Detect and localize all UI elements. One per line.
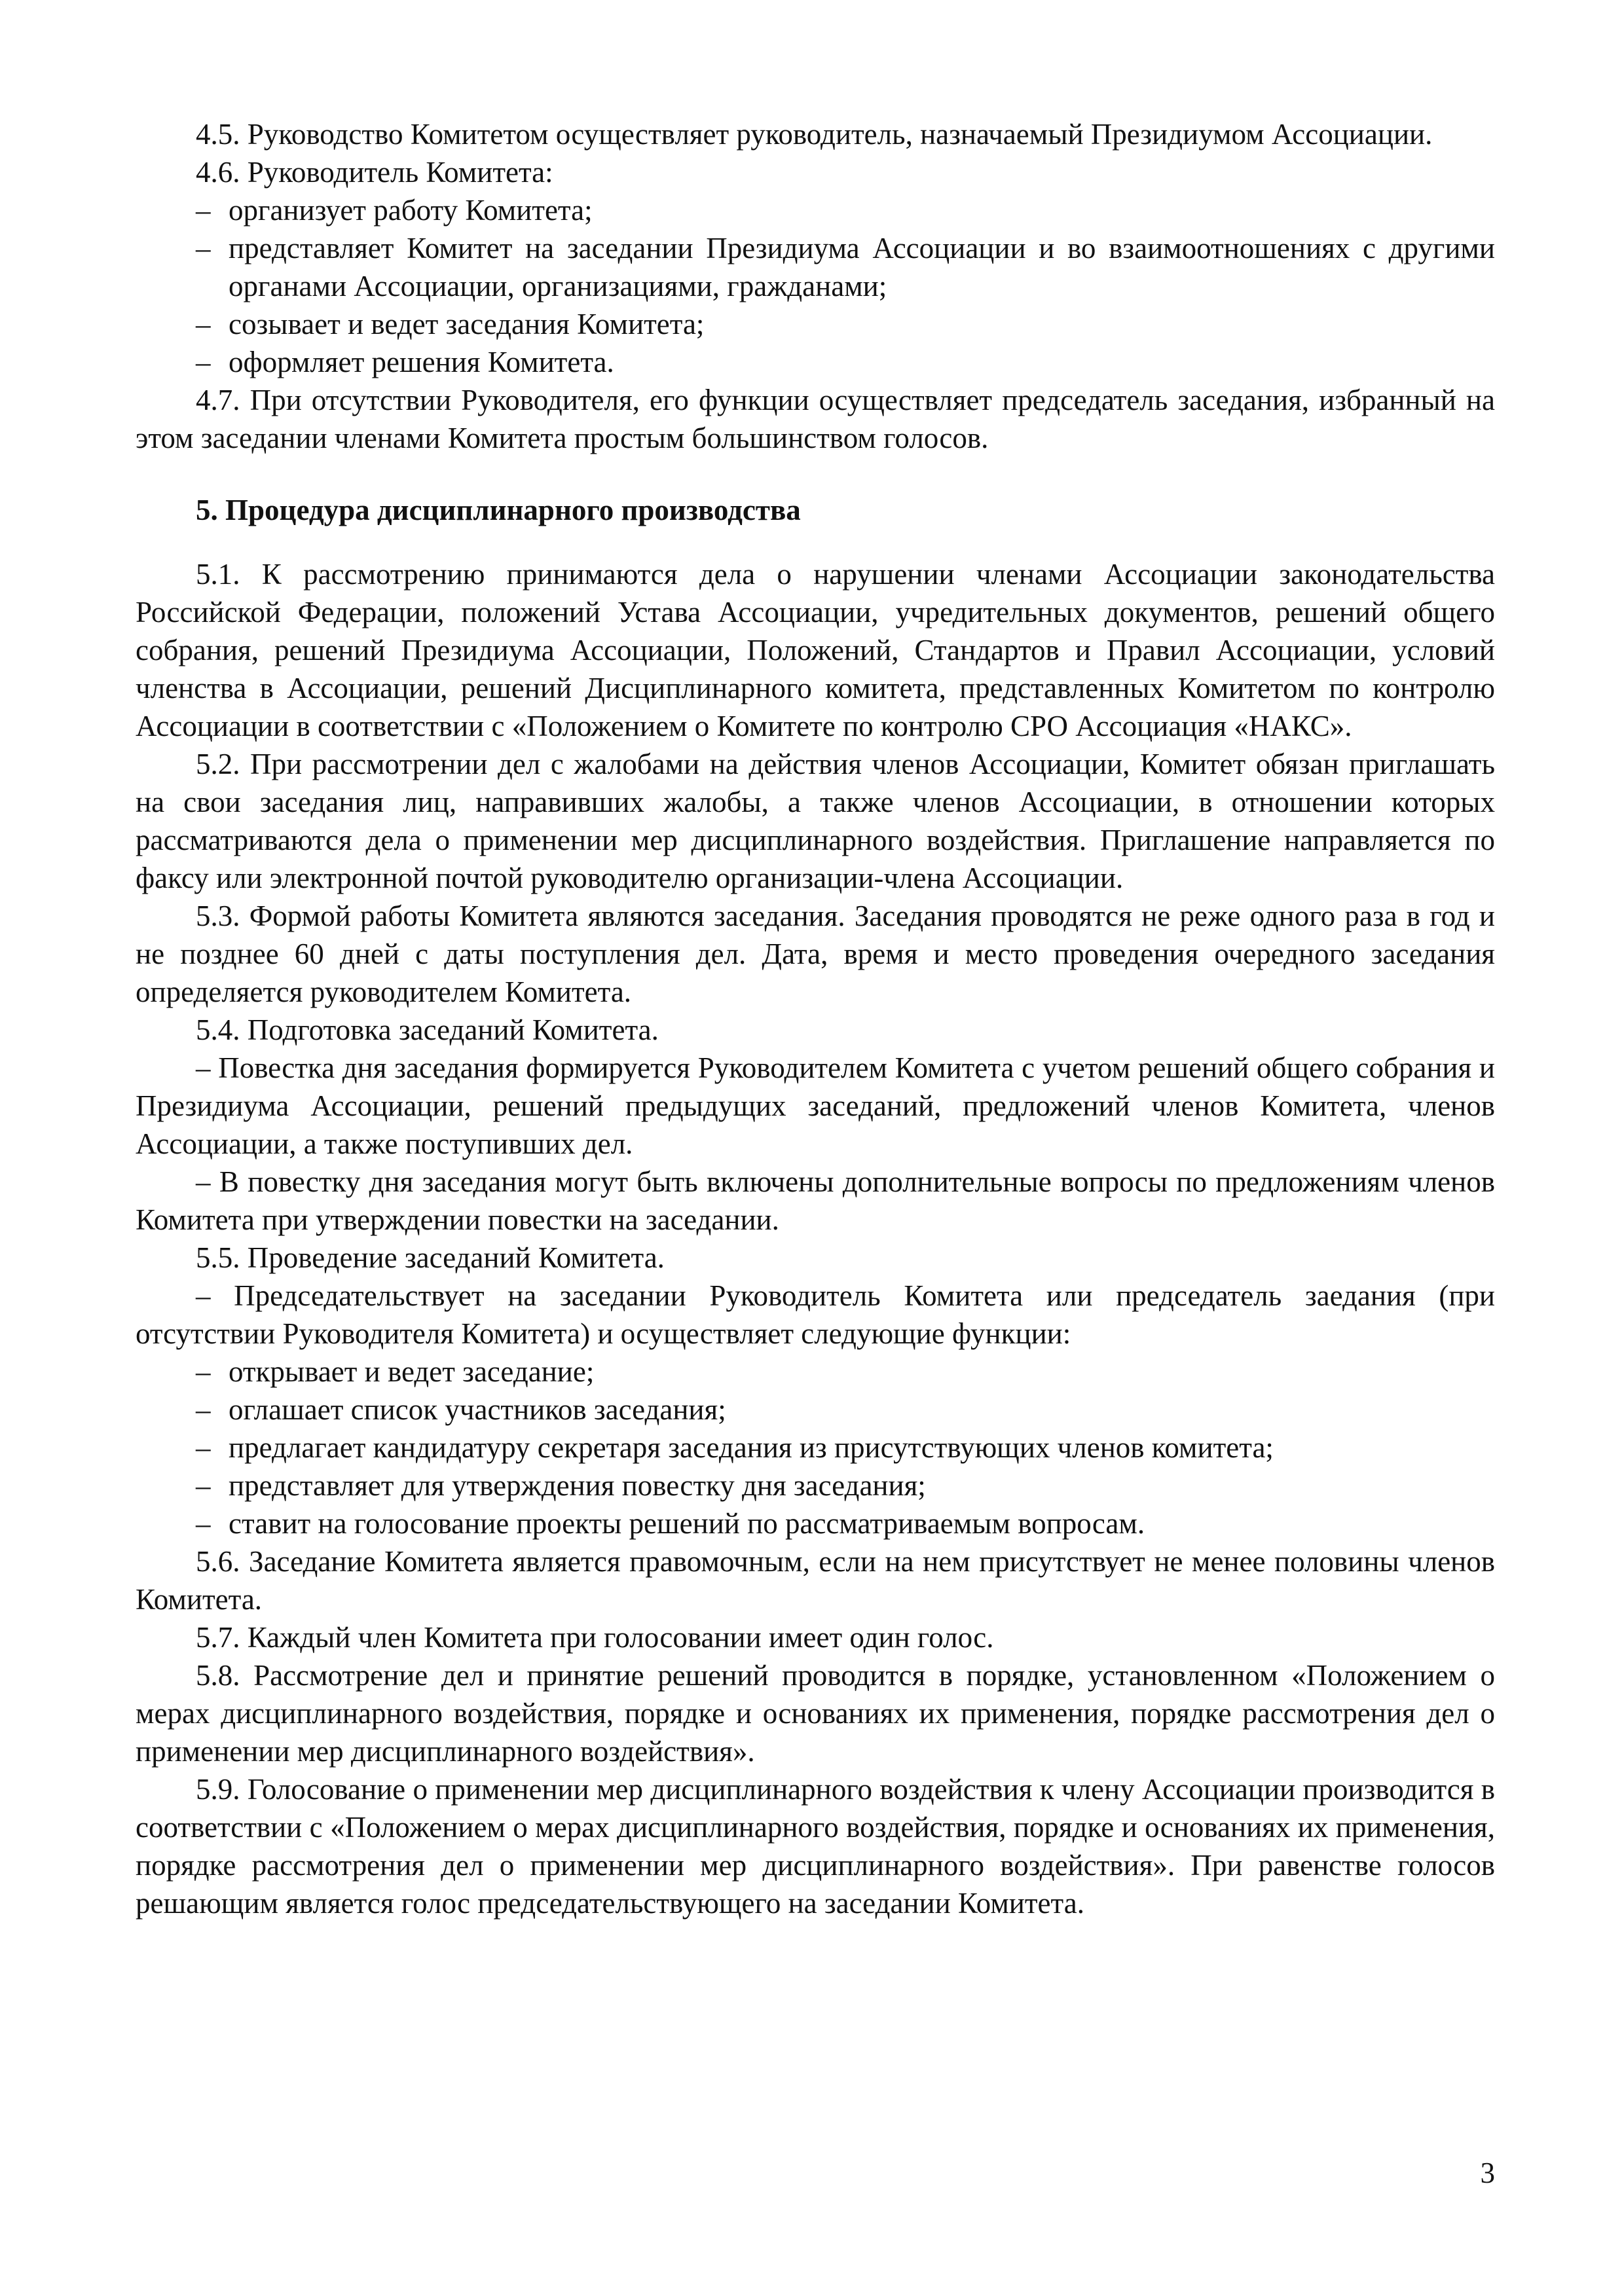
list-item-text: предлагает кандидатуру секретаря заседания из присутствующих членов комитета; [229,1431,1274,1464]
list-item-text: оформляет решения Комитета. [229,346,614,378]
dash-bullet: – [196,1507,211,1540]
list-item [136,1467,1495,1504]
paragraph-4-6: 4.6. Руководитель Комитета: [196,156,553,189]
list-item [136,1391,1495,1429]
list-item [136,229,1495,305]
list-item-text: организует работу Комитета; [229,194,593,227]
list-4-6 [136,191,1495,381]
paragraph-5-4-a: – Повестка дня заседания формируется Руководителем Комитета с учетом решений общего собрания и Президиума Ассоциации, решений предыдущих заседаний, предложений членов Комитета, членов Ассоциации, а также поступивших дел. [136,1051,1495,1160]
list-item [136,305,1495,343]
dash-bullet: – [196,308,211,340]
paragraph-5-1: 5.1. К рассмотрению принимаются дела о нарушении членами Ассоциации законодательства Российской Федерации, положений Устава Ассоциации, учредительных документов, решений общего собрания, решений Президиума Ассоциации, Положений, Стандартов и Правил Ассоциации, условий членства в Ассоциации, решений Дисциплинарного комитета, представленных Комитетом по контролю Ассоциации в соответствии с «Положением о Комитете по контролю СРО Ассоциация «НАКС». [136,558,1495,742]
paragraph-5-4-b: – В повестку дня заседания могут быть включены дополнительные вопросы по предложениям членов Комитета при утверждении повестки на заседании. [136,1165,1495,1236]
dash-bullet: – [196,346,211,378]
list-item-text: открывает и ведет заседание; [229,1355,595,1388]
list-item-text: созывает и ведет заседания Комитета; [229,308,705,340]
paragraph-5-5-a: – Председательствует на заседании Руководитель Комитета или председатель заедания (при отсутствии Руководителя Комитета) и осуществляет следующие функции: [136,1279,1495,1350]
list-item-text: оглашает список участников заседания; [229,1393,726,1426]
paragraph-4-5: 4.5. Руководство Комитетом осуществляет руководитель, назначаемый Президиумом Ассоциации. [196,118,1433,151]
list-item [136,191,1495,229]
page-number: 3 [1480,2157,1495,2189]
list-5-5 [136,1353,1495,1542]
paragraph-5-4: 5.4. Подготовка заседаний Комитета. [196,1013,659,1046]
list-item-text: представляет для утверждения повестку дня заседания; [229,1469,926,1502]
list-item [136,1429,1495,1467]
list-item-text: ставит на голосование проекты решений по рассматриваемым вопросам. [229,1507,1145,1540]
paragraph-5-6: 5.6. Заседание Комитета является правомочным, если на нем присутствует не менее половины членов Комитета. [136,1545,1495,1616]
dash-bullet: – [196,1469,211,1502]
dash-bullet: – [196,1355,211,1388]
section-5-heading: 5. Процедура дисциплинарного производства [196,494,801,526]
list-item-text: представляет Комитет на заседании Президиума Ассоциации и во взаимоотношениях с другими органами Ассоциации, организациями, гражданами; [229,232,1495,302]
dash-bullet: – [196,232,211,264]
paragraph-5-8: 5.8. Рассмотрение дел и принятие решений проводится в порядке, установленном «Положением о мерах дисциплинарного воздействия, порядке и основаниях их применения, порядке рассмотрения дел о применении мер дисциплинарного воздействия». [136,1659,1495,1768]
paragraph-5-9: 5.9. Голосование о применении мер дисциплинарного воздействия к члену Ассоциации производится в соответствии с «Положением о мерах дисциплинарного воздействия, порядке и основаниях их применения, порядке рассмотрения дел о применении мер дисциплинарного воздействия». При равенстве голосов решающим является голос председательствующего на заседании Комитета. [136,1773,1495,1920]
list-item [136,1504,1495,1542]
list-item [136,1353,1495,1391]
paragraph-4-7: 4.7. При отсутствии Руководителя, его функции осуществляет председатель заседания, избранный на этом заседании членами Комитета простым большинством голосов. [136,384,1495,454]
paragraph-5-5: 5.5. Проведение заседаний Комитета. [196,1241,665,1274]
paragraph-5-7: 5.7. Каждый член Комитета при голосовании имеет один голос. [196,1621,994,1654]
paragraph-5-2: 5.2. При рассмотрении дел с жалобами на действия членов Ассоциации, Комитет обязан приглашать на свои заседания лиц, направивших жалобы, а также членов Ассоциации, в отношении которых рассматриваются дела о применении мер дисциплинарного воздействия. Приглашение направляется по факсу или электронной почтой руководителю организации-члена Ассоциации. [136,748,1495,894]
dash-bullet: – [196,1393,211,1426]
dash-bullet: – [196,194,211,227]
paragraph-5-3: 5.3. Формой работы Комитета являются заседания. Заседания проводятся не реже одного раза в год и не позднее 60 дней с даты поступления дел. Дата, время и место проведения очередного заседания определяется руководителем Комитета. [136,900,1495,1008]
list-item [136,343,1495,381]
dash-bullet: – [196,1431,211,1464]
document-body [136,115,1495,1922]
